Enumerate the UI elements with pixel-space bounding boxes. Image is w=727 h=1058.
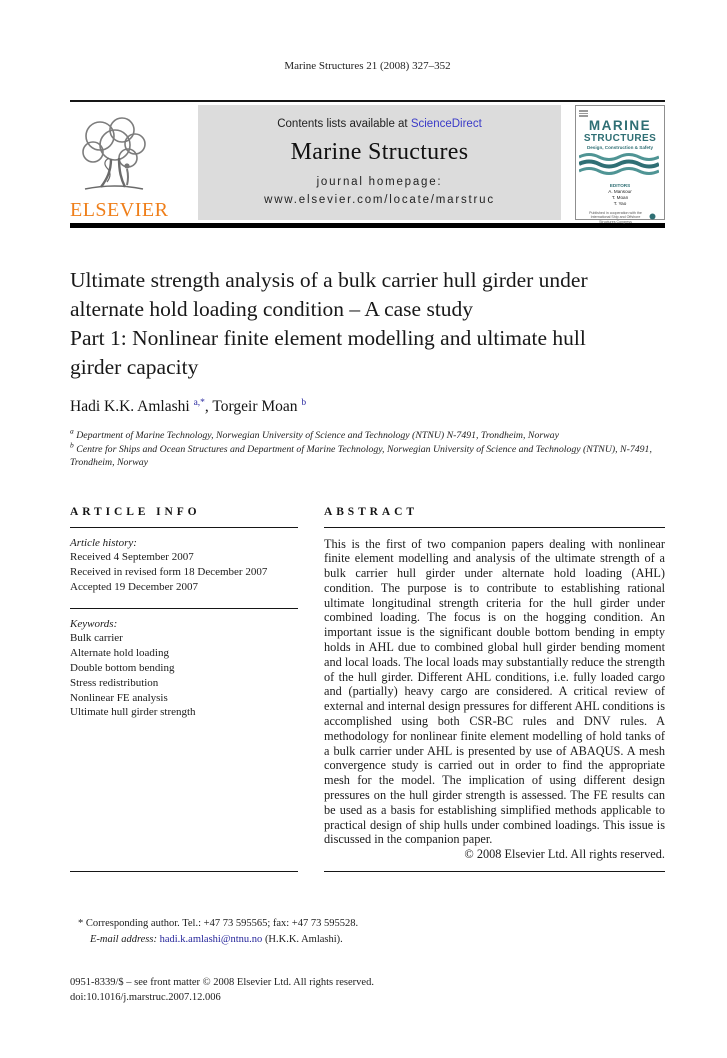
copyright-line: © 2008 Elsevier Ltd. All rights reserved. [464,847,665,862]
banner-bottom-divider [70,223,665,228]
contents-lists-line: Contents lists available at ScienceDirect [277,118,482,130]
cover-footer-note: Published in cooperation with the International Ship and Offshore Structures Congress [584,211,656,225]
globe-icon [649,213,656,222]
paper-title-part2: Part 1: Nonlinear finite element modelling and ultimate hull girder capacity [70,326,586,379]
abstract-column [324,506,665,873]
sciencedirect-link[interactable]: ScienceDirect [410,118,482,130]
issn-line: 0951-8339/$ – see front matter © 2008 Elsevier Ltd. All rights reserved. [70,977,374,989]
email-note: E-mail address: hadi.k.amlashi@ntnu.no (H.K.K. Amlashi). [90,934,343,946]
keyword-item: Bulk carrier [70,632,123,645]
history-item: Received 4 September 2007 [70,551,194,564]
cover-editors-list: EDITORS A. Mansour T. Moan T. Yao [608,182,632,206]
elsevier-wordmark: ELSEVIER [70,199,169,221]
footnotes [70,916,665,948]
banner-center-panel [198,105,561,220]
keyword-item: Ultimate hull girder strength [70,706,196,719]
keyword-item: Stress redistribution [70,676,159,689]
keyword-item: Nonlinear FE analysis [70,691,168,704]
cover-title-structures: STRUCTURES [583,132,657,144]
article-info-column [70,506,298,873]
keywords-block [70,609,298,734]
author-name-2: Torgeir Moan [212,398,298,415]
abstract-text: This is the first of two companion papers dealing with nonlinear finite element modelling and analysis of the ultimate strength of a bulk carrier hull girder under alternate hold loading (AHL) condition. The purpose is to contribute to establishing rational ultimate longitudinal strength criteria for the hull girder under combined loading. The focus is on the hogging condition. An important issue is the significant double bottom bending in empty holds in AHL due to combined global hull girder bending moment and local loads. The local loads may substantially reduce the strength of the hull girder. Different AHL conditions, i.e. fully loaded cargo and (partially) heavy cargo are considered. A critical review of external and internal design pressures for different AHL conditions is accomplished using both CSR-BC rules and DNV rules. A methodology for nonlinear finite element modelling of hold tanks of a bulk carrier under AHL is presented by use of ABAQUS. A mesh convergence study is carried out in order to find the appropriate mesh for the model. The implication of using different design pressures on the hull girder strength is assessed. The FE results can be used as a basis for establishing simplified methods applicable to practical design of ship hulls under combined loadings. This issue is discussed in the companion paper. [324,536,665,847]
paper-title-part1: Ultimate strength analysis of a bulk carrier hull girder under alternate hold loading condition – A case study [70,268,588,321]
authors-line: Hadi K.K. Amlashi $^{a,*}$, Torgeir Moan $^b$ [70,397,307,415]
journal-title: Marine Structures [290,138,469,165]
elsevier-logo [70,102,192,223]
journal-cover-thumbnail[interactable] [575,105,665,224]
article-history-label: Article history: [70,536,137,549]
divider [324,871,665,872]
email-link[interactable]: hadi.k.amlashi@ntnu.no [156,934,263,946]
corresponding-author-note: * Corresponding author. Tel.: +47 73 595565; fax: +47 73 595528. [78,918,359,930]
info-abstract-section [70,506,665,873]
cover-waves-icon [579,152,661,181]
affiliation-a: $^a$ Department of Marine Technology, Norwegian University of Science and Technology (NTNU) N-7491, Trondheim, Norway [70,426,559,441]
publisher-mark-icon [579,110,588,117]
article-info-heading: ARTICLE INFO [70,505,201,518]
keyword-item: Double bottom bending [70,662,175,675]
cover-title-marine: MARINE [588,117,652,133]
running-head-citation: Marine Structures 21 (2008) 327–352 [284,60,451,72]
footnote-marker: * [78,918,84,930]
issn-doi-block [70,975,665,1005]
elsevier-tree-icon [70,114,158,199]
paper-title [70,266,632,382]
keywords-label: Keywords: [70,617,118,630]
article-history-block [70,528,298,608]
abstract-heading: ABSTRACT [324,505,418,518]
affiliations [70,426,665,470]
journal-homepage-link[interactable]: journal homepage: www.elsevier.com/locate/marstruc [264,176,495,207]
journal-banner [70,102,665,223]
affiliation-b: $^b$ Centre for Ships and Ocean Structures and Department of Marine Technology, Norwegian University of Science and Technology (NTNU), N-7491, Trondheim, Norway [70,440,652,468]
divider [70,871,298,872]
doi-line: doi:10.1016/j.marstruc.2007.12.006 [70,992,221,1004]
history-item: Accepted 19 December 2007 [70,580,198,593]
keyword-item: Alternate hold loading [70,647,169,660]
author-name-1: Hadi K.K. Amlashi [70,398,190,415]
author-2-affil-sup[interactable]: b [301,397,307,408]
cover-tagline: Design, Construction & Safety [586,144,654,150]
author-1-affil-sup[interactable]: a,* [193,397,205,408]
history-item: Received in revised form 18 December 2007 [70,566,268,579]
